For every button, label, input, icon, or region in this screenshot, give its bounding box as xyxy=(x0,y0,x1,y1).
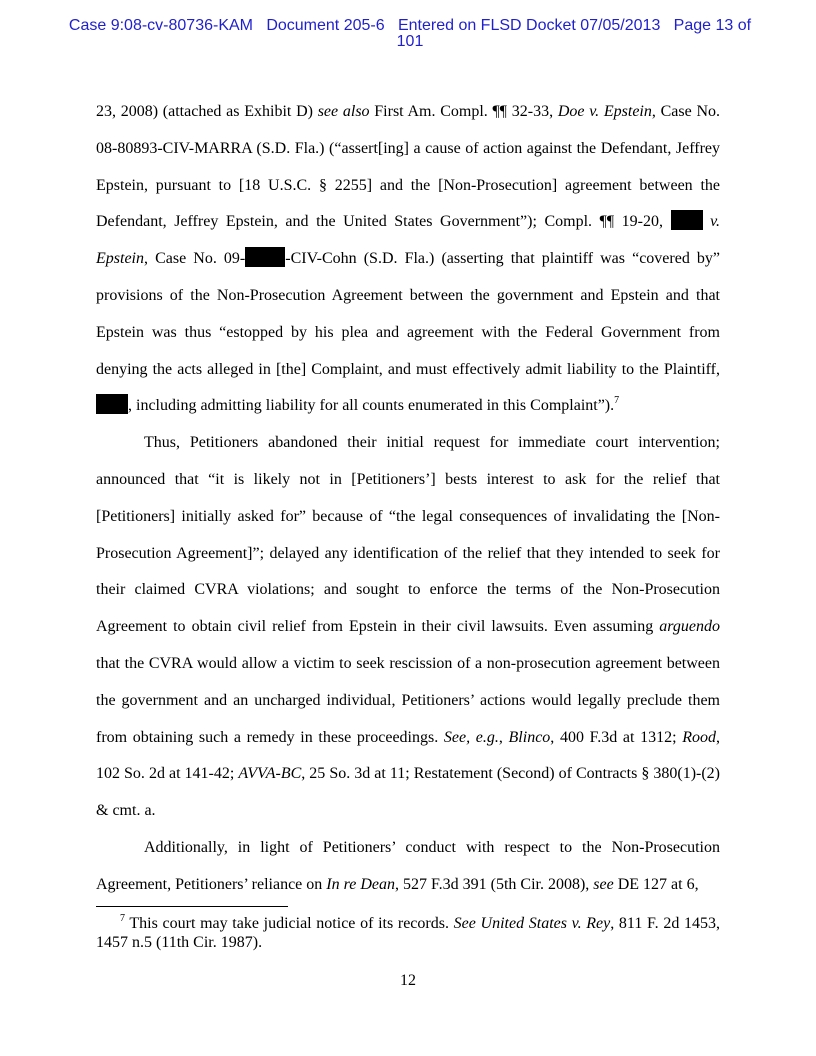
docket-header xyxy=(60,18,760,50)
footnote-mark: 7 xyxy=(120,913,125,924)
footnote-reference: 7 xyxy=(614,395,620,407)
p3-italic: In re Dean xyxy=(326,875,395,893)
p1-text: , Case No. 08-80893-CIV-MARRA (S.D. Fla.) (“assert[ing] a cause of action against the Defendant, Jeffrey Epstein, pursuant to [18 U.S.C. § 2255] and the [Non-Prosecution] agreement between the Defendant, Jeffrey Epstein, and the United States Government”); Compl. ¶¶ 19-20, xyxy=(96,103,721,231)
p2-italic: arguendo xyxy=(659,618,720,636)
p2-italic: See, e.g. xyxy=(443,728,499,746)
p1-text: First Am. Compl. ¶¶ 32-33, xyxy=(369,103,558,120)
p1-italic: v. Epstein xyxy=(96,213,721,268)
footnote-text: , 811 F. 2d 1453, 1457 n.5 (11th Cir. 1987). xyxy=(96,915,720,951)
p2-text: Thus, Petitioners abandoned their initial request for immediate court intervention; announced that “it is likely not in [Petitioners’] bests interest to ask for the relief that [Petitioners] initially asked for” because of “the legal consequences of invalidating the [Non-Prosecution Agreement]”; delayed any identification of the relief that they intended to seek for their claimed CVRA violations; and sought to enforce the terms of the Non-Prosecution Agreement to obtain civil relief from Epstein in their civil lawsuits. Even assuming xyxy=(96,434,720,636)
p2-text: , 25 So. 3d at 11; Restatement (Second) of Contracts § 380(1)-(2) & cmt. a. xyxy=(96,765,721,820)
docket-header-line2: 101 xyxy=(396,33,424,50)
footnote-italic: See United States v. Rey xyxy=(453,915,611,932)
page-number: 12 xyxy=(400,972,416,989)
paragraph-3 xyxy=(96,830,720,904)
p3-text: , 527 F.3d 391 (5th Cir. 2008), xyxy=(395,875,594,893)
p2-text: , xyxy=(498,728,509,746)
paragraph-1 xyxy=(96,94,720,425)
p1-text: 23, 2008) (attached as Exhibit D) xyxy=(96,103,318,120)
docket-header-line1: Case 9:08-cv-80736-KAM Document 205-6 Entered on FLSD Docket 07/05/2013 Page 13 of xyxy=(68,17,752,34)
p1-text: -CIV-Cohn (S.D. Fla.) (asserting that plaintiff was “covered by” provisions of the Non-Prosecution Agreement between the government and Epstein and that Epstein was thus “estopped by his plea and agreement with the Federal Government from denying the acts alleged in [the] Complaint, and must effectively admit liability to the Plaintiff, xyxy=(96,250,721,378)
redaction-box xyxy=(245,247,285,267)
footnote xyxy=(96,915,720,952)
body-text xyxy=(96,94,720,904)
redaction-box xyxy=(96,394,128,414)
p3-text: DE 127 at 6, xyxy=(613,875,699,893)
p1-italic: see also xyxy=(317,103,370,120)
p2-italic: Blinco xyxy=(508,728,551,746)
p3-text: Additionally, in light of Petitioners’ conduct with respect to the Non-Prosecution Agreement, Petitioners’ reliance on xyxy=(96,838,720,893)
footnote-divider xyxy=(96,906,288,907)
p2-italic: Rood xyxy=(682,728,717,746)
p2-text: , 102 So. 2d at 141-42; xyxy=(96,728,721,783)
footnote-text: This court may take judicial notice of its records. xyxy=(125,915,454,932)
p2-text: that the CVRA would allow a victim to seek rescission of a non-prosecution agreement between the government and an uncharged individual, Petitioners’ actions would legally preclude them from obtaining such a remedy in these proceedings. xyxy=(96,654,720,746)
p3-italic: see xyxy=(593,875,614,893)
p1-text: , including admitting liability for all counts enumerated in this Complaint”). xyxy=(128,397,615,415)
redaction-box xyxy=(671,210,703,230)
p2-italic: AVVA-BC xyxy=(238,765,302,783)
paragraph-2 xyxy=(96,425,720,830)
p1-text: , Case No. 09- xyxy=(144,250,246,268)
p1-italic: Doe v. Epstein xyxy=(557,103,652,120)
p2-text: , 400 F.3d at 1312; xyxy=(550,728,683,746)
